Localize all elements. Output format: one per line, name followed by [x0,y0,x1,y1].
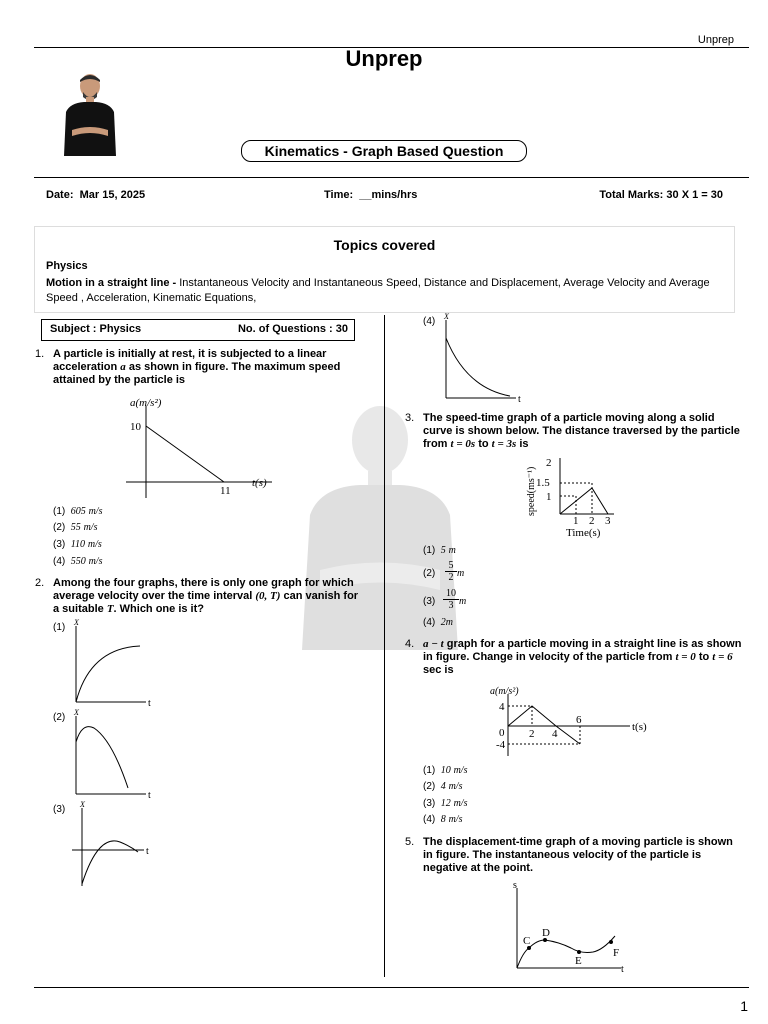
question-1 [35,348,363,387]
svg-text:s: s [513,880,517,891]
svg-text:0: 0 [499,727,505,739]
svg-text:F: F [613,947,620,959]
svg-text:D: D [542,927,550,939]
q1-option-1[interactable]: (1) 605 m/s [53,506,103,517]
q1-xtick: 11 [220,485,231,497]
column-divider [384,315,385,977]
topics-title: Topics covered [333,237,436,253]
svg-text:X: X [80,800,85,809]
svg-text:1: 1 [573,515,579,527]
title-rule [34,177,749,178]
question-2 [35,577,363,616]
time-label: Time: [324,189,354,201]
q5-figure [505,880,635,981]
teacher-avatar [62,70,118,160]
question-number: 5. [405,836,415,848]
svg-text:t(s): t(s) [632,721,647,733]
svg-text:2: 2 [589,515,595,527]
question-text: a − t graph for a particle moving in a straight line is as shown in figure. Change in velocity of the particle from t = 0 to t = 6 sec is [423,638,742,676]
svg-text:t: t [621,964,624,975]
question-text: The speed-time graph of a particle moving along a solid curve is shown below. The distance traversed by the particle from t = 0s to t = 3s is [423,412,740,450]
svg-text:X: X [444,312,449,321]
topics-box [34,226,735,313]
worksheet-title: Kinematics - Graph Based Question [241,140,527,162]
q2-option-2-label[interactable]: (2) [53,712,66,723]
svg-text:t: t [146,846,149,857]
time-value: __mins/hrs [359,189,418,201]
question-4 [405,638,743,677]
q2-option-4-label[interactable]: (4) [423,316,436,327]
question-5 [405,836,743,875]
question-text: Among the four graphs, there is only one graph for which average velocity over the time interval (0, T) can vanish for a suitable T. Which one is it? [53,577,359,615]
q1-ylabel: a(m/s²) [130,397,162,409]
q1-option-3[interactable]: (3) 110 m/s [53,539,102,550]
svg-text:-4: -4 [496,739,506,751]
q3-option-1[interactable]: (1) 5 m [423,545,456,556]
q2-option-3-label[interactable]: (3) [53,804,66,815]
q4-option-4[interactable]: (4) 8 m/s [423,814,463,825]
q2-option-1-graph [68,618,160,713]
q2-option-3-graph [68,800,160,895]
math-var: a [120,361,126,373]
question-count: No. of Questions : 30 [237,323,348,335]
date-field [46,189,145,201]
svg-text:X: X [74,618,79,627]
svg-text:a(m/s²): a(m/s²) [490,686,519,697]
question-number: 3. [405,412,415,424]
question-number: 2. [35,577,45,589]
marks-field [599,189,723,201]
q3-option-4[interactable]: (4) 2m [423,617,454,628]
q1-ytick: 10 [130,421,141,433]
topics-chapter: Motion in a straight line - [46,277,177,289]
q2-option-2-graph [68,708,160,805]
question-number: 4. [405,638,415,650]
question-number: 1. [35,348,45,360]
q1-option-2[interactable]: (2) 55 m/s [53,522,98,533]
q2-option-4-graph [438,312,530,409]
marks-label: Total Marks: [599,189,664,201]
svg-text:2: 2 [529,728,535,740]
svg-text:t: t [148,698,151,708]
marks-value: 30 X 1 = 30 [666,189,723,201]
svg-text:t: t [518,394,521,404]
q1-figure [112,392,282,505]
page-title: Unprep [345,46,423,71]
question-text: A particle is initially at rest, it is subjected to a linear acceleration a as shown in figure. The maximum speed attained by the particle is [53,348,341,386]
subject-box [41,319,355,341]
question-text: The displacement-time graph of a moving particle is shown in figure. The instantaneous velocity of the particle is negative at the point. [423,836,733,874]
q4-option-2[interactable]: (2) 4 m/s [423,781,463,792]
topics-items: Instantaneous Velocity and Instantaneous Speed, Distance and Displacement, Average Velocity and Average Speed , Acceleration, Kinematic Equations, [46,277,710,304]
q4-option-3[interactable]: (3) 12 m/s [423,798,468,809]
svg-text:E: E [575,955,582,967]
page-number: 1 [740,998,748,1014]
svg-text:1: 1 [546,491,552,503]
svg-text:Time(s): Time(s) [566,527,601,539]
svg-text:4: 4 [499,701,505,713]
svg-text:4: 4 [552,728,558,740]
time-field [324,189,417,201]
svg-text:6: 6 [576,714,582,726]
q2-option-1-label[interactable]: (1) [53,622,66,633]
svg-text:2: 2 [546,457,552,469]
date-value: Mar 15, 2025 [79,189,146,201]
topics-subject: Physics [46,260,88,272]
svg-text:speed(ms⁻¹): speed(ms⁻¹) [526,466,537,516]
header-brand-small: Unprep [697,34,734,46]
subject-label: Subject : Physics [50,323,142,335]
svg-text:t: t [148,790,151,800]
question-3 [405,412,743,451]
topics-list [46,276,721,306]
q4-option-1[interactable]: (1) 10 m/s [423,765,468,776]
date-label: Date: [46,189,74,201]
footer-rule [34,987,749,988]
q3-figure [520,452,620,547]
svg-text:1.5: 1.5 [536,477,550,489]
q4-figure [486,682,656,765]
q1-option-4[interactable]: (4) 550 m/s [53,556,103,567]
svg-text:3: 3 [605,515,611,527]
q1-xlabel: t(s) [252,477,267,489]
svg-text:C: C [523,935,531,947]
svg-text:X: X [74,708,79,717]
